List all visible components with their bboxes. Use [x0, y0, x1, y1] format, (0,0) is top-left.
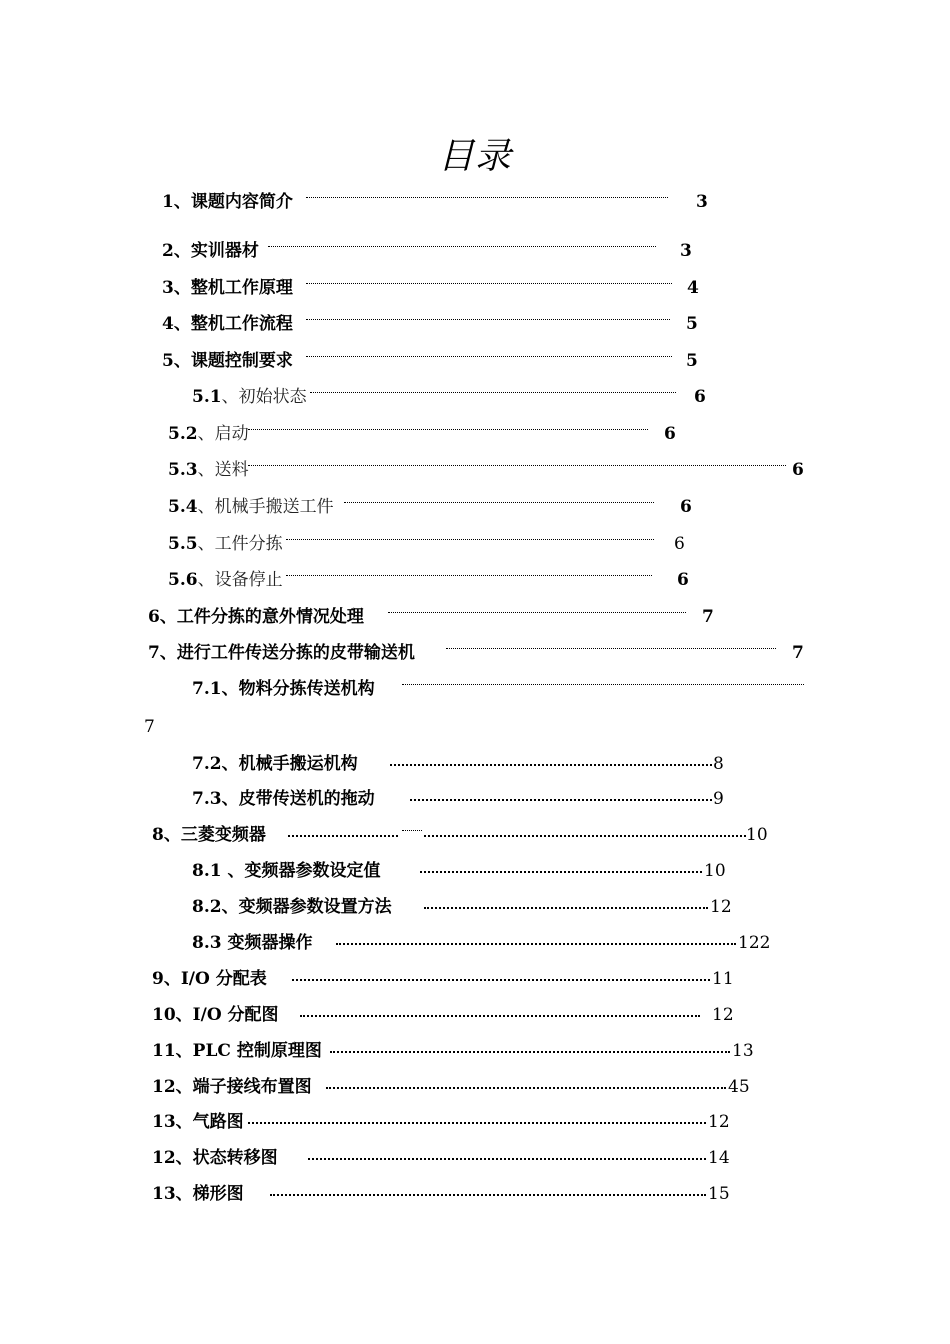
dot-leader	[308, 1144, 706, 1160]
toc-entry[interactable]	[192, 895, 752, 919]
dot-leader	[248, 1108, 706, 1124]
dot-leader	[424, 893, 708, 909]
toc-entry[interactable]	[162, 312, 722, 336]
toc-entry-label: 5.1、初始状态	[192, 387, 307, 407]
toc-entry-page: 5	[686, 351, 698, 371]
toc-entry-page: 7	[144, 717, 155, 737]
toc-entry-label: 8.2、变频器参数设置方法	[192, 897, 392, 917]
toc-entry-page: 6	[674, 534, 685, 554]
toc-entry[interactable]	[152, 967, 752, 991]
toc-entry-page: 3	[696, 192, 708, 212]
toc-entry-page: 6	[664, 424, 676, 444]
dot-leader	[306, 305, 670, 320]
dot-leader	[300, 1001, 700, 1017]
toc-entry-label: 5.2、启动	[168, 424, 249, 444]
dot-leader	[248, 451, 786, 466]
toc-entry-page: 15	[708, 1184, 730, 1204]
dot-leader	[310, 378, 676, 393]
toc-entry-label: 4、整机工作流程	[162, 314, 293, 334]
toc-entry[interactable]	[168, 532, 708, 556]
dot-leader	[402, 816, 422, 831]
dot-leader	[402, 670, 804, 685]
dot-leader	[306, 183, 668, 198]
toc-entry[interactable]	[152, 1039, 762, 1063]
toc-entry-label: 3、整机工作原理	[162, 278, 293, 298]
dot-leader	[336, 929, 736, 945]
toc-entry-label: 8.1 、变频器参数设定值	[192, 861, 381, 881]
toc-entry-page: 12	[710, 897, 732, 917]
dot-leader	[424, 821, 746, 837]
dot-leader	[268, 232, 656, 247]
toc-entry[interactable]	[148, 641, 818, 665]
toc-title: 目录	[437, 136, 512, 177]
toc-entry-label: 7.2、机械手搬运机构	[192, 754, 358, 774]
dot-leader	[286, 561, 652, 576]
dot-leader	[292, 965, 710, 981]
toc-entry-page: 10	[746, 825, 768, 845]
dot-leader	[248, 415, 648, 430]
toc-entry[interactable]	[162, 349, 722, 373]
toc-entry[interactable]	[192, 859, 752, 883]
dot-leader	[388, 598, 686, 613]
toc-entry[interactable]	[192, 385, 732, 409]
toc-entry-page: 3	[680, 241, 692, 261]
toc-entry-label: 7、进行工件传送分拣的皮带输送机	[148, 643, 415, 663]
toc-entry[interactable]	[192, 931, 782, 955]
toc-entry[interactable]	[152, 1146, 752, 1170]
toc-entry-page: 6	[677, 570, 689, 590]
toc-entry-label: 1、课题内容简介	[162, 192, 293, 212]
dot-leader	[306, 269, 672, 284]
toc-entry[interactable]	[168, 458, 813, 482]
toc-entry[interactable]	[162, 276, 722, 300]
toc-entry-label: 13、气路图	[152, 1112, 244, 1132]
toc-entry[interactable]	[168, 568, 708, 592]
toc-entry-page: 9	[713, 789, 724, 809]
toc-entry[interactable]	[162, 239, 722, 263]
toc-entry-label: 12、端子接线布置图	[152, 1077, 312, 1097]
toc-entry[interactable]	[152, 823, 792, 847]
toc-entry-page: 6	[694, 387, 706, 407]
dot-leader	[420, 857, 702, 873]
toc-entry-page: 12	[712, 1005, 734, 1025]
toc-entry-page: 11	[712, 969, 734, 989]
toc-entry[interactable]	[148, 605, 728, 629]
toc-entry-label: 5.4、机械手搬送工件	[168, 497, 334, 517]
dot-leader	[288, 821, 398, 837]
toc-entry-label: 7.3、皮带传送机的拖动	[192, 789, 375, 809]
dot-leader	[306, 342, 672, 357]
toc-entry-page: 5	[686, 314, 698, 334]
toc-entry[interactable]	[152, 1182, 752, 1206]
toc-entry-page: 4	[687, 278, 699, 298]
toc-entry-page: 7	[792, 643, 804, 663]
toc-entry-page: 122	[738, 933, 771, 953]
toc-entry-label: 8.3 变频器操作	[192, 933, 313, 953]
toc-entry-label: 11、PLC 控制原理图	[152, 1041, 322, 1061]
toc-entry-page: 13	[732, 1041, 754, 1061]
toc-entry[interactable]	[152, 1075, 762, 1099]
toc-entry-label: 5、课题控制要求	[162, 351, 293, 371]
toc-entry-label: 5.6、设备停止	[168, 570, 283, 590]
toc-entry[interactable]	[192, 677, 812, 701]
toc-entry-page: 7	[702, 607, 714, 627]
toc-entry-label: 6、工件分拣的意外情况处理	[148, 607, 364, 627]
toc-entry-label: 7.1、物料分拣传送机构	[192, 679, 375, 699]
toc-entry[interactable]	[192, 752, 752, 776]
toc-entry-page: 14	[708, 1148, 730, 1168]
dot-leader	[286, 525, 654, 540]
toc-entry-label: 5.5、工件分拣	[168, 534, 283, 554]
toc-entry-page: 6	[680, 497, 692, 517]
toc-entry-label: 12、状态转移图	[152, 1148, 278, 1168]
toc-entry-label: 10、I/O 分配图	[152, 1005, 279, 1025]
toc-entry-page: 6	[792, 460, 804, 480]
toc-entry[interactable]	[152, 1110, 752, 1134]
toc-entry[interactable]	[168, 422, 708, 446]
toc-entry-page-wrapped	[144, 715, 184, 739]
toc-entry-label: 13、梯形图	[152, 1184, 244, 1204]
toc-entry-page: 45	[728, 1077, 750, 1097]
toc-entry[interactable]	[192, 787, 752, 811]
toc-entry-page: 10	[704, 861, 726, 881]
toc-entry[interactable]	[162, 190, 722, 214]
toc-entry-label: 9、I/O 分配表	[152, 969, 267, 989]
toc-entry-label: 5.3、送料	[168, 460, 249, 480]
toc-entry-page: 12	[708, 1112, 730, 1132]
toc-entry[interactable]	[152, 1003, 752, 1027]
dot-leader	[344, 488, 654, 503]
dot-leader	[410, 785, 712, 801]
dot-leader	[326, 1073, 726, 1089]
dot-leader	[270, 1180, 706, 1196]
toc-entry-page: 8	[713, 754, 724, 774]
dot-leader	[390, 750, 712, 766]
toc-entry-label: 8、三菱变频器	[152, 825, 266, 845]
toc-entry-label: 2、实训器材	[162, 241, 259, 261]
toc-entry[interactable]	[168, 495, 708, 519]
dot-leader	[330, 1037, 730, 1053]
dot-leader	[446, 634, 776, 649]
